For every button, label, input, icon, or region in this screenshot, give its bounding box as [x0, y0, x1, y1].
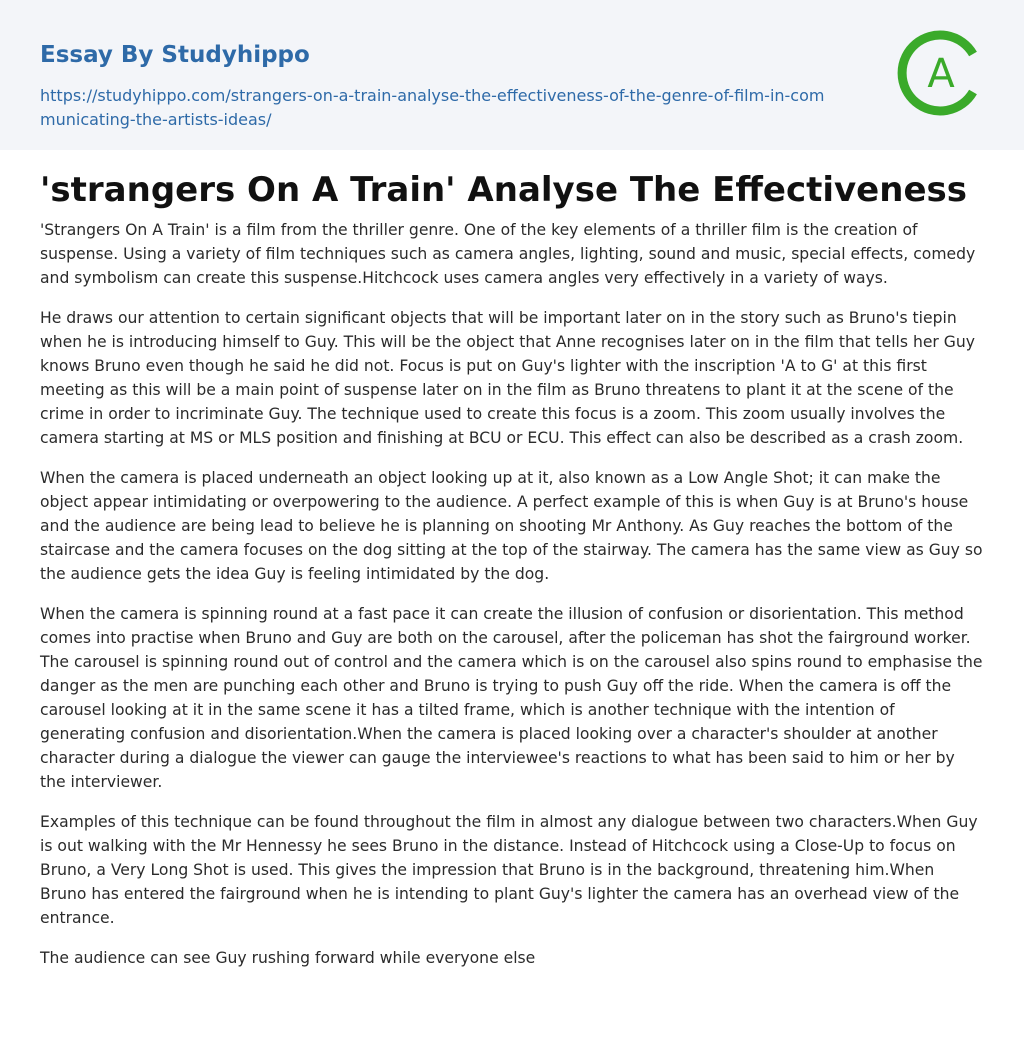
- article-paragraph: When the camera is placed underneath an object looking up at it, also known as a Low Angle Shot; it can make the object appear intimidating or overpowering to the audience. A perfect example of this is when Guy is at Bruno's house and the audience are being lead to believe he is planning on shooting Mr Anthony. As Guy reaches the bottom of the staircase and the camera focuses on the dog sitting at the top of the stairway. The camera has the same view as Guy so the audience gets the idea Guy is feeling intimidated by the dog.: [40, 469, 983, 583]
- logo-letter: A: [927, 51, 955, 97]
- article: [0, 170, 1024, 970]
- article-paragraph: The audience can see Guy rushing forward while everyone else: [40, 949, 536, 967]
- site-header: [0, 0, 1024, 150]
- brand-title: Essay By Studyhippo: [40, 42, 310, 68]
- article-paragraph: Examples of this technique can be found throughout the film in almost any dialogue between two characters.When Guy is out walking with the Mr Hennessy he sees Bruno in the distance. Instead of Hitchcock using a Close-Up to focus on Bruno, a Very Long Shot is used. This gives the impression that Bruno is in the background, threatening him.When Bruno has entered the fairground when he is intending to plant Guy's lighter the camera has an overhead view of the entrance.: [40, 813, 978, 927]
- article-title: 'strangers On A Train' Analyse The Effectiveness: [40, 170, 967, 210]
- source-url-link[interactable]: https://studyhippo.com/strangers-on-a-train-analyse-the-effectiveness-of-the-genre-of-film-in-communicating-the-artists-ideas/: [40, 86, 825, 129]
- article-paragraph: When the camera is spinning round at a fast pace it can create the illusion of confusion or disorientation. This method comes into practise when Bruno and Guy are both on the carousel, after the policeman has shot the fairground worker. The carousel is spinning round out of control and the camera which is on the carousel also spins round to emphasise the danger as the men are punching each other and Bruno is trying to push Guy off the ride. When the camera is off the carousel looking at it in the same scene it has a tilted frame, which is another technique with the intention of generating confusion and disorientation.When the camera is placed looking over a character's shoulder at another character during a dialogue the viewer can gauge the interviewee's reactions to what has been said to him or her by the interviewer.: [40, 605, 983, 791]
- article-paragraph: He draws our attention to certain significant objects that will be important later on in the story such as Bruno's tiepin when he is introducing himself to Guy. This will be the object that Anne recognises later on in the film that tells her Guy knows Bruno even though he said he did not. Focus is put on Guy's lighter with the inscription 'A to G' at this first meeting as this will be a main point of suspense later on in the film as Bruno threatens to plant it at the scene of the crime in order to incriminate Guy. The technique used to create this focus is a zoom. This zoom usually involves the camera starting at MS or MLS position and finishing at BCU or ECU. This effect can also be described as a crash zoom.: [40, 309, 975, 447]
- studyhippo-logo-icon: [896, 28, 986, 118]
- article-paragraph: 'Strangers On A Train' is a film from the thriller genre. One of the key elements of a thriller film is the creation of suspense. Using a variety of film techniques such as camera angles, lighting, sound and music, special effects, comedy and symbolism can create this suspense.Hitchcock uses camera angles very effectively in a variety of ways.: [40, 221, 976, 287]
